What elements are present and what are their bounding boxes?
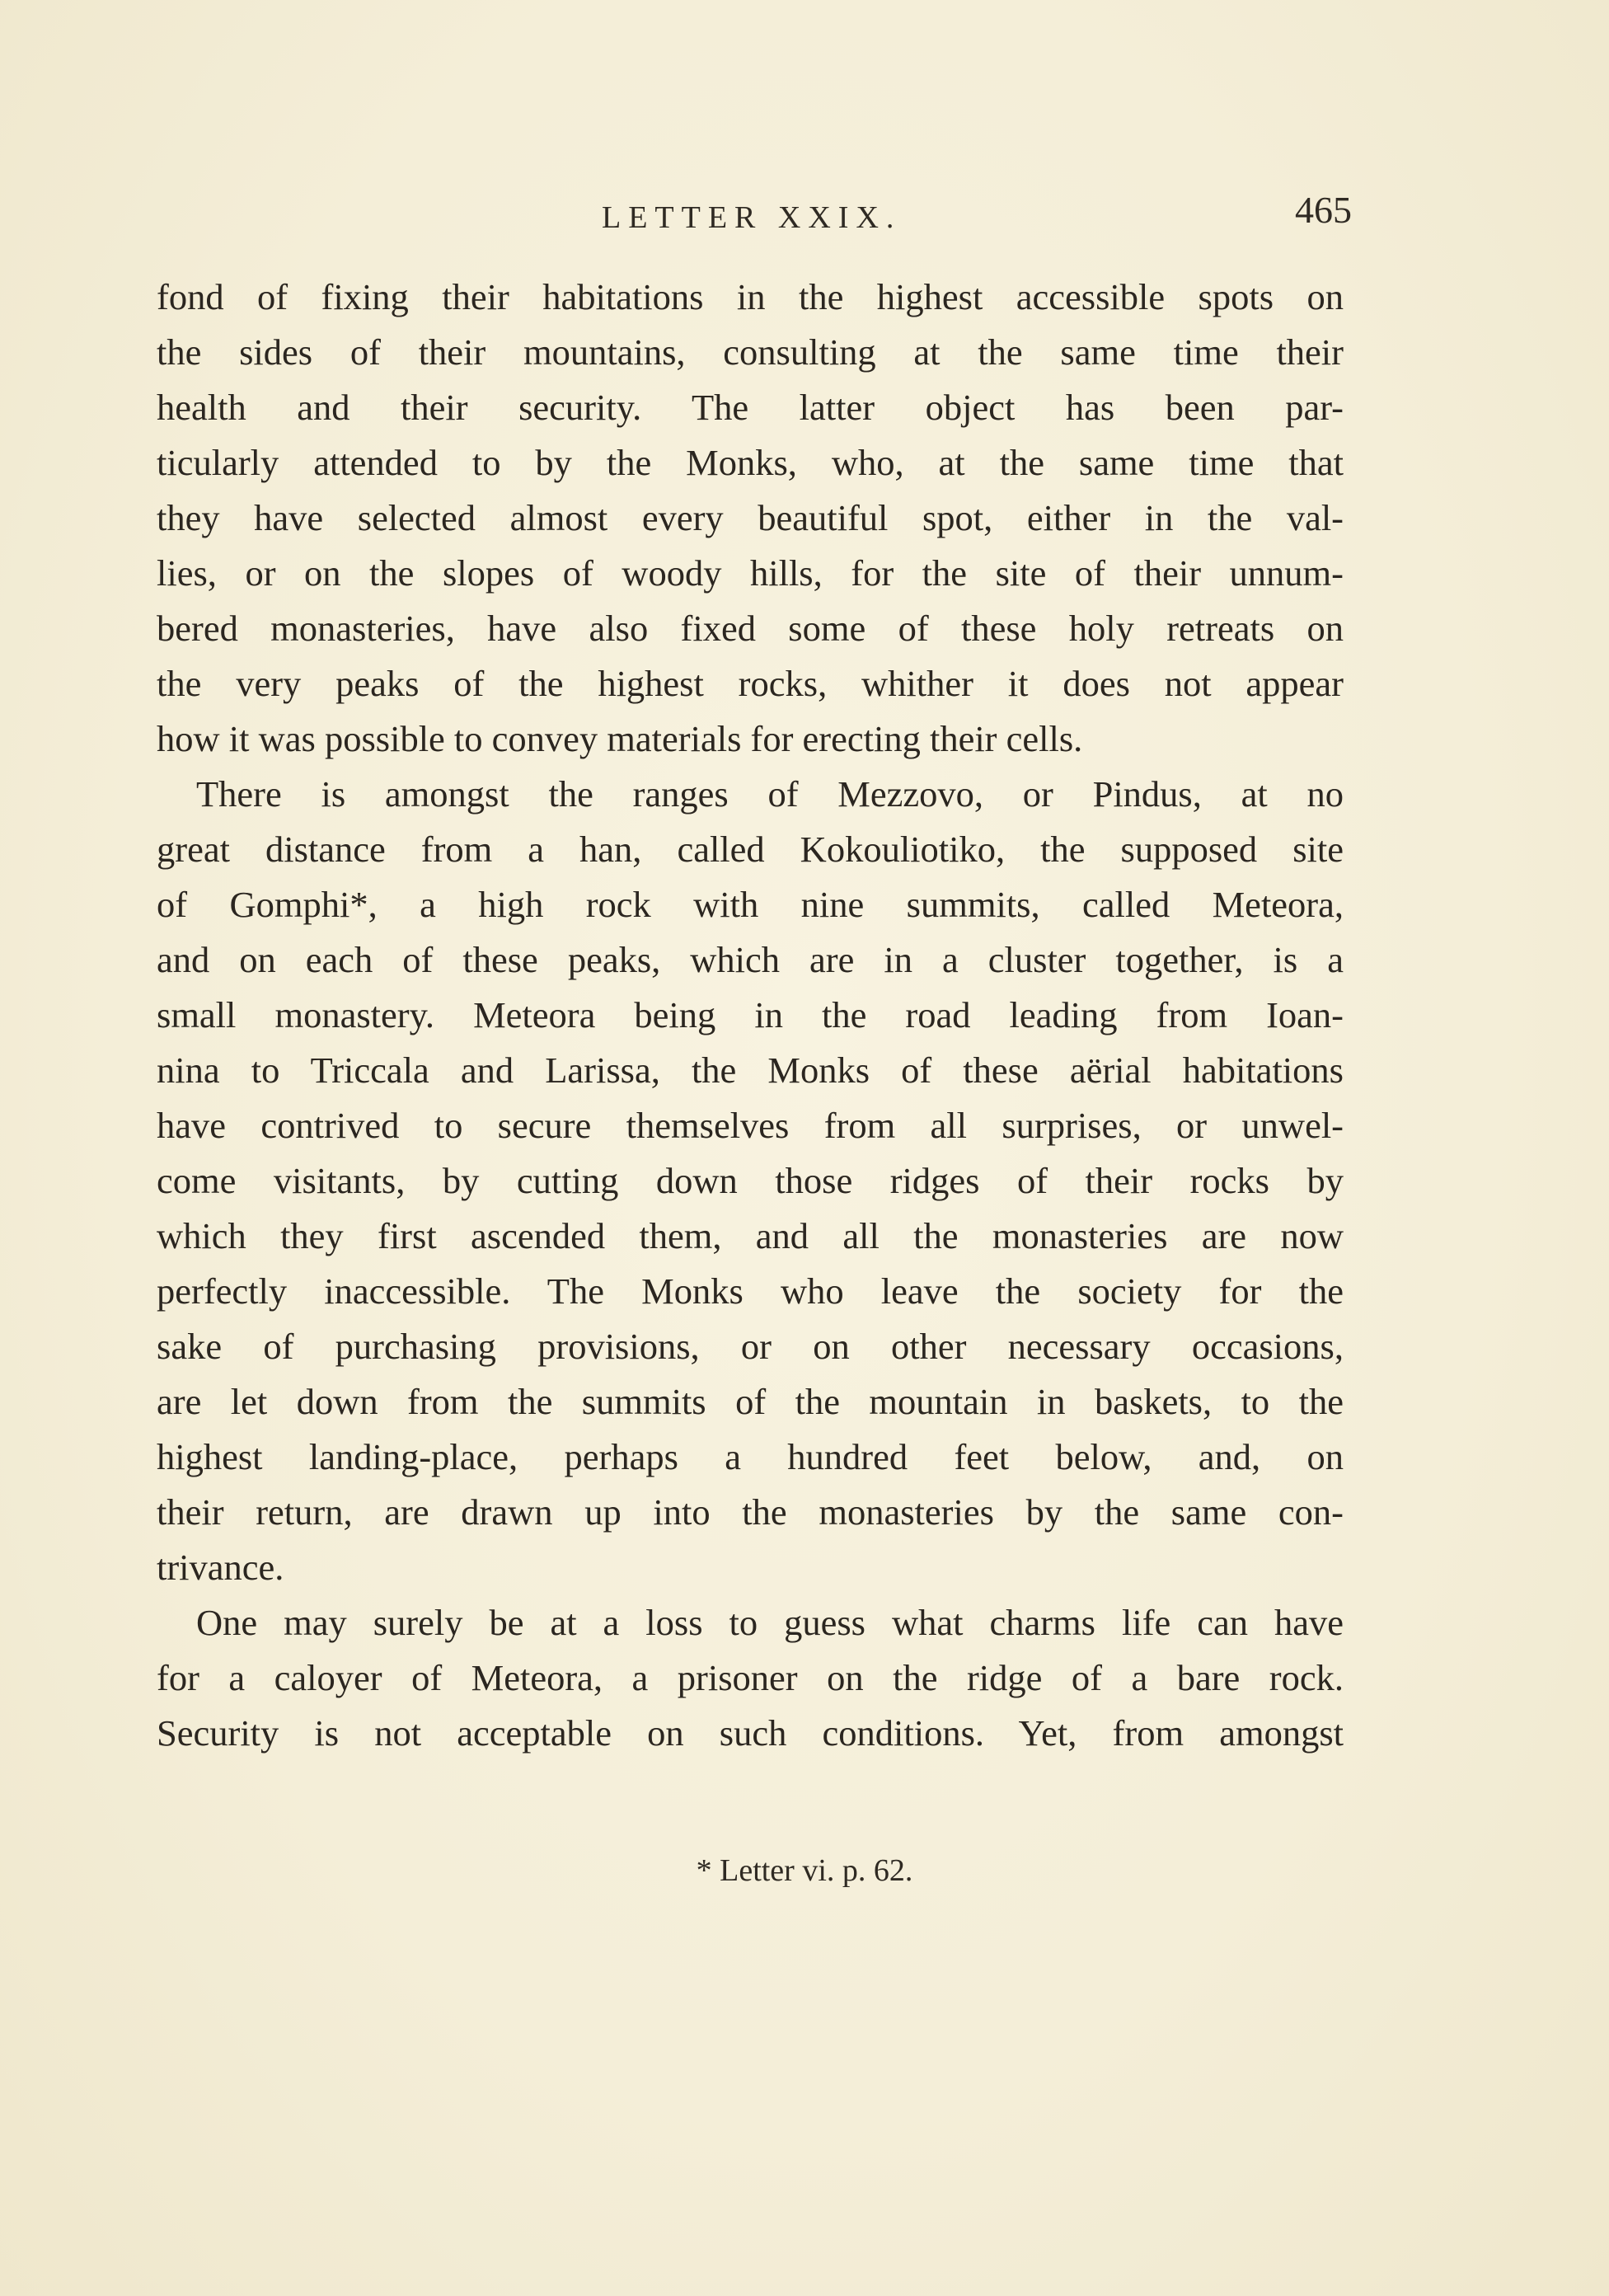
text-line: highest landing-place, perhaps a hundred feet below, and, on <box>157 1436 1344 1477</box>
text-line: small monastery. Meteora being in the road leading from Ioan- <box>157 994 1344 1035</box>
text-line: One may surely be at a loss to guess what charms life can have <box>196 1602 1344 1643</box>
text-line: they have selected almost every beautiful spot, either in the val- <box>157 497 1344 538</box>
text-line: health and their security. The latter object has been par- <box>157 387 1344 428</box>
text-line: the very peaks of the highest rocks, whither it does not appear <box>157 663 1344 704</box>
text-line: lies, or on the slopes of woody hills, for the site of their unnum- <box>157 552 1344 594</box>
footnote: * Letter vi. p. 62. <box>696 1853 913 1888</box>
running-head: LETTER XXIX. <box>602 200 902 235</box>
text-line: bered monasteries, have also fixed some of these holy retreats on <box>157 608 1344 649</box>
text-line: trivance. <box>157 1547 284 1588</box>
text-line: their return, are drawn up into the monasteries by the same con- <box>157 1491 1344 1533</box>
text-line: how it was possible to convey materials for erecting their cells. <box>157 718 1083 759</box>
text-line: fond of fixing their habitations in the highest accessible spots on <box>157 276 1344 317</box>
page-number: 465 <box>1295 189 1352 231</box>
text-line: and on each of these peaks, which are in a cluster together, is a <box>157 939 1344 980</box>
text-line: the sides of their mountains, consulting at the same time their <box>157 331 1344 373</box>
text-line: sake of purchasing provisions, or on other necessary occasions, <box>157 1326 1344 1367</box>
text-line: for a caloyer of Meteora, a prisoner on the ridge of a bare rock. <box>157 1657 1344 1698</box>
text-line: come visitants, by cutting down those ridges of their rocks by <box>157 1160 1344 1201</box>
text-line: have contrived to secure themselves from all surprises, or unwel- <box>157 1105 1344 1146</box>
text-line: great distance from a han, called Kokouliotiko, the supposed site <box>157 829 1344 870</box>
text-line: Security is not acceptable on such conditions. Yet, from amongst <box>157 1712 1344 1754</box>
body-text <box>157 270 1344 1761</box>
text-line: There is amongst the ranges of Mezzovo, or Pindus, at no <box>196 773 1344 815</box>
text-line: are let down from the summits of the mountain in baskets, to the <box>157 1381 1344 1422</box>
text-line: nina to Triccala and Larissa, the Monks of these aërial habitations <box>157 1049 1344 1091</box>
text-line: ticularly attended to by the Monks, who, at the same time that <box>157 442 1344 483</box>
text-line: of Gomphi*, a high rock with nine summits, called Meteora, <box>157 884 1344 925</box>
page-header <box>157 188 1352 246</box>
text-line: perfectly inaccessible. The Monks who leave the society for the <box>157 1270 1344 1312</box>
text-line: which they first ascended them, and all the monasteries are now <box>157 1215 1344 1256</box>
